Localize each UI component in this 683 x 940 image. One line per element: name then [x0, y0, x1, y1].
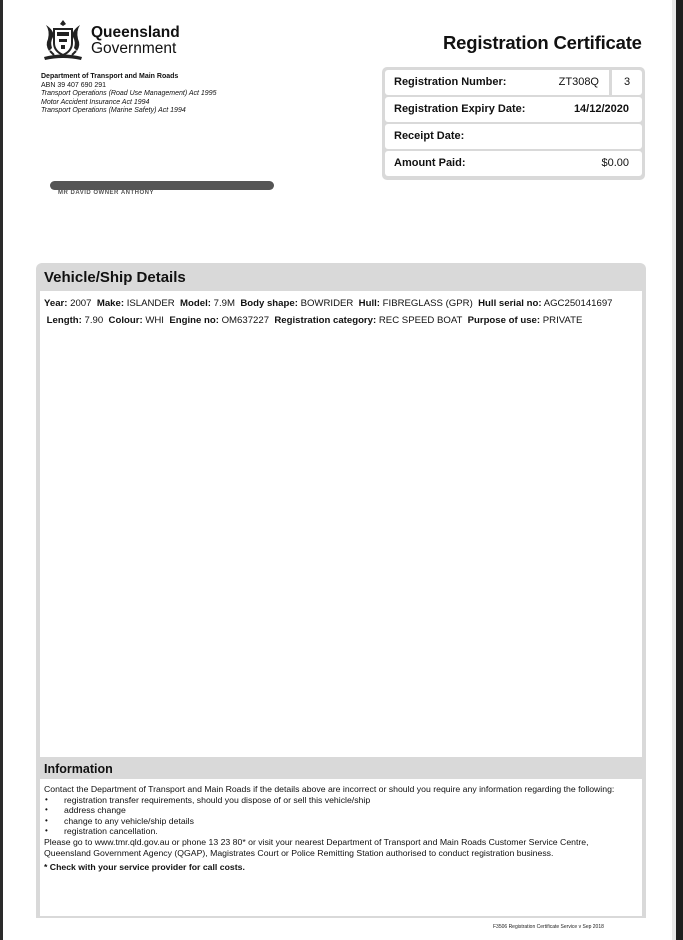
information-panel — [40, 779, 642, 916]
vehicle-details-panel — [40, 291, 642, 760]
page-edge-right — [676, 0, 683, 940]
call-cost-note: * Check with your service provider for call costs. — [44, 862, 245, 873]
vehicle-ship-details-section — [36, 263, 646, 783]
document-title: Registration Certificate — [443, 32, 642, 53]
hull-value: FIBREGLASS (GPR) — [382, 298, 473, 309]
registration-sequence-number: 3 — [609, 70, 642, 95]
body-shape-value: BOWRIDER — [300, 298, 354, 309]
engine-label: Engine no: — [169, 314, 219, 326]
department-name: Department of Transport and Main Roads — [41, 73, 179, 80]
receipt-date-row — [385, 124, 642, 149]
list-item: • registration transfer requirements, should you dispose of or sell this vehicle/ship — [44, 795, 634, 806]
purpose-value: PRIVATE — [542, 314, 583, 326]
registration-number-row — [385, 70, 642, 95]
expiry-date-label: Registration Expiry Date: — [394, 103, 526, 115]
registration-number-label: Registration Number: — [394, 76, 507, 88]
expiry-date-value: 14/12/2020 — [573, 103, 629, 115]
receipt-date-label: Receipt Date: — [394, 130, 465, 142]
model-value: 7.9M — [213, 298, 235, 309]
department-block — [41, 73, 216, 116]
hull-label: Hull: — [358, 298, 380, 309]
year-value: 2007 — [70, 298, 92, 309]
model-label: Model: — [180, 298, 211, 309]
government-name — [91, 25, 180, 57]
queensland-coat-of-arms-logo — [40, 17, 86, 63]
list-item: • change to any vehicle/ship details — [44, 816, 634, 827]
form-footer-code: F3506 Registration Certificate Service v Sep 2018 — [493, 924, 604, 930]
owner-name-redacted-text: MR DAVID OWNER ANTHONY — [58, 190, 154, 196]
registration-summary-box — [382, 67, 645, 180]
gov-name-line2: Government — [91, 40, 177, 57]
vehicle-details-text — [44, 296, 638, 329]
length-label: Length: — [46, 314, 82, 326]
registration-number-value: ZT308Q — [558, 76, 599, 88]
act-line: Transport Operations (Marine Safety) Act 1994 — [41, 107, 186, 115]
act-line: Motor Accident Insurance Act 1994 — [41, 98, 150, 106]
section-heading: Information — [44, 762, 113, 776]
colour-label: Colour: — [108, 314, 143, 326]
registration-category-label: Registration category: — [274, 314, 377, 326]
colour-value: WHI — [145, 314, 164, 326]
gov-name-line1: Queensland — [91, 24, 180, 41]
purpose-label: Purpose of use: — [467, 314, 541, 326]
make-label: Make: — [96, 298, 125, 309]
department-abn: ABN 39 407 690 291 — [41, 81, 106, 89]
body-shape-label: Body shape: — [240, 298, 298, 309]
hull-serial-label: Hull serial no: — [478, 298, 542, 309]
make-value: ISLANDER — [126, 298, 175, 309]
contact-paragraph: Please go to www.tmr.qld.gov.au or phone 13 23 80* or visit your nearest Department of Transport and Main Roads Customer Service Centre, Queensland Government Agency (QGAP), Magistrates Court or Police Remitting Station authorised to conduct registration business. — [44, 836, 589, 858]
engine-value: OM637227 — [221, 314, 270, 326]
hull-serial-value: AGC250141697 — [543, 298, 613, 309]
act-line: Transport Operations (Road Use Management) Act 1995 — [41, 90, 217, 98]
amount-paid-row — [385, 151, 642, 176]
information-bullet-list — [44, 795, 634, 837]
registration-expiry-row — [385, 97, 642, 122]
page-edge-left — [0, 0, 3, 940]
owner-name-redaction — [50, 181, 274, 190]
list-item: • registration cancellation. — [44, 826, 634, 837]
information-intro: Contact the Department of Transport and Main Roads if the details above are incorrect or should you require any information regarding the following: — [44, 784, 615, 794]
section-heading: Vehicle/Ship Details — [44, 269, 186, 286]
list-item: • address change — [44, 805, 634, 816]
information-text — [44, 784, 634, 873]
length-value: 7.90 — [84, 314, 104, 326]
information-section — [36, 757, 646, 918]
registration-category-value: REC SPEED BOAT — [378, 314, 463, 326]
amount-paid-value: $0.00 — [601, 157, 629, 169]
amount-paid-label: Amount Paid: — [394, 157, 466, 169]
year-label: Year: — [44, 298, 68, 309]
